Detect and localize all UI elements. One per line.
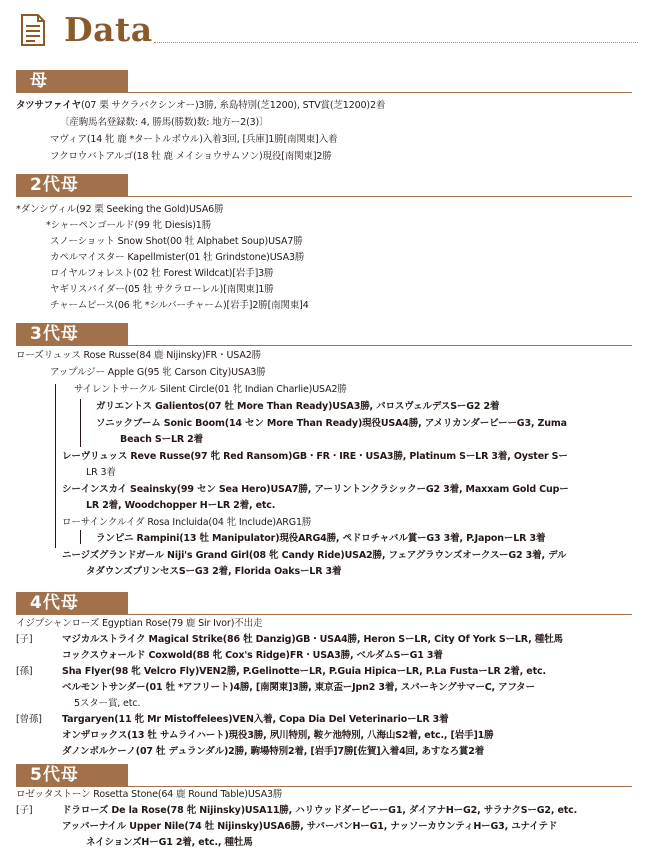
section-header-5th-dam: [16, 764, 632, 787]
progeny-line: ソニックブーム Sonic Boom(14 セン More Than Ready)現役USA4勝, アメリカンダービーーG3, Zuma: [96, 418, 567, 429]
progeny-line: ヤギリスパイダー(05 牡 サクラローレル)[南関東]1勝: [50, 284, 274, 295]
progeny-line: *シャーペンゴールド(99 牝 Diesis)1勝: [46, 220, 212, 231]
progeny-line-cont: タダウンズプリンセスSーG3 2着, Florida OaksーLR 3着: [86, 566, 342, 577]
section-label: 4代母: [16, 592, 128, 614]
progeny-line: ベルモントサンダー(01 牡 *アフリート)4勝, [南関東]3勝, 東京盃ーJpn2 3着, スパーキングサマーC, アフター: [62, 682, 535, 693]
document-icon: [20, 14, 46, 46]
progeny-line: レーヴリュッス Reve Russe(97 牝 Red Ransom)GB・FR・IRE・USA3勝, Platinum SーLR 3着, Oyster Sー: [62, 451, 568, 462]
progeny-line: カペルマイスター Kapellmister(01 牡 Grindstone)USA3勝: [50, 252, 305, 263]
progeny-summary: 〔産駒馬名登録数: 4, 勝馬(勝数)数: 地方ー2(3)〕: [60, 117, 269, 128]
dam-line: イジプシャンローズ Egyptian Rose(79 鹿 Sir Ivor)不出走: [16, 618, 263, 629]
progeny-line: Targaryen(11 牝 Mr Mistoffelees)VEN入着, Copa Dia Del VeterinarioーLR 3着: [62, 714, 449, 725]
generation-tag: [孫]: [16, 666, 33, 677]
progeny-line: マヴィア(14 牝 鹿 *タートルボウル)入着3回, [兵庫]1勝[南関東]入着: [50, 134, 338, 145]
tree-connector: [80, 399, 81, 447]
page-title: Data: [64, 10, 153, 49]
generation-tag: [曾孫]: [16, 714, 42, 725]
generation-tag: [子]: [16, 805, 33, 816]
title-divider: [154, 42, 638, 43]
progeny-line: ランピニ Rampini(13 牡 Manipulator)現役ARG4勝, ペドロチャバル賞ーG3 3着, P.JaponーLR 3着: [96, 533, 546, 544]
section-header-2nd-dam: [16, 174, 632, 197]
dam-line: ローズリュッス Rose Russe(84 鹿 Nijinsky)FR・USA2勝: [16, 350, 261, 361]
progeny-line: ガリエントス Galientos(07 牡 More Than Ready)USA3勝, パロスヴェルデスSーG2 2着: [96, 401, 500, 412]
progeny-line: アップルジー Apple G(95 牝 Carson City)USA3勝: [50, 367, 266, 378]
section-header-4th-dam: [16, 592, 632, 615]
progeny-line-cont: 5スター賞, etc.: [74, 698, 141, 709]
progeny-line: オンザロックス(13 牡 サムライハート)現役3勝, 夙川特別, 鞍ケ池特別, 八海山S2着, etc., [岩手]1勝: [62, 730, 494, 741]
generation-tag: [子]: [16, 634, 33, 645]
horse-name: タツサファイヤ: [16, 100, 81, 111]
section-header-dam: [16, 70, 632, 93]
record-text: (07 栗 サクラバクシンオー)3勝, 糸島特別(芝1200), STV賞(芝1200)2着: [80, 100, 386, 111]
tree-connector: [80, 530, 81, 544]
dam-line: [16, 100, 385, 112]
progeny-line-cont: LR 3着: [86, 467, 116, 478]
progeny-line-cont: ネイションズHーG1 2着, etc., 種牡馬: [86, 837, 253, 848]
section-header-3rd-dam: [16, 323, 632, 346]
section-label: 2代母: [16, 174, 128, 196]
progeny-line: マジカルストライク Magical Strike(86 牡 Danzig)GB・USA4勝, Heron SーLR, City Of York SーLR, 種牡馬: [62, 634, 563, 645]
progeny-line: ドラローズ De la Rose(78 牝 Nijinsky)USA11勝, ハリウッドダービーーG1, ダイアナHーG2, サラナクSーG2, etc.: [62, 805, 578, 816]
dam-line: *ダンシヴィル(92 栗 Seeking the Gold)USA6勝: [16, 204, 224, 215]
progeny-line: ローサインクルイダ Rosa Incluida(04 牝 Include)ARG1勝: [62, 517, 312, 528]
tree-connector: [55, 384, 56, 548]
progeny-line: サイレントサークル Silent Circle(01 牝 Indian Charlie)USA2勝: [74, 384, 347, 395]
dam-line: ロゼッタストーン Rosetta Stone(64 鹿 Round Table)USA3勝: [16, 789, 283, 800]
progeny-line-cont: LR 2着, Woodchopper HーLR 2着, etc.: [86, 500, 276, 511]
progeny-line: コックスウォールド Coxwold(88 牝 Cox's Ridge)FR・USA3勝, ベルダムSーG1 3着: [62, 650, 443, 661]
progeny-line: シーインスカイ Seainsky(99 セン Sea Hero)USA7勝, アーリントンクラシックーG2 3着, Maxxam Gold Cupー: [62, 484, 569, 495]
progeny-line: ダノンボルケーノ(07 牡 デュランダル)2勝, 駒場特別2着, [岩手]7勝[佐賀]入着4回, あすなろ賞2着: [62, 746, 485, 757]
progeny-line: アッパーナイル Upper Nile(74 牡 Nijinsky)USA6勝, サバーバンHーG1, ナッソーカウンティHーG3, ユナイテド: [62, 821, 558, 832]
progeny-line: スノーショット Snow Shot(00 牡 Alphabet Soup)USA7勝: [50, 236, 303, 247]
progeny-line: ニージズグランドガール Niji's Grand Girl(08 牝 Candy Ride)USA2勝, フェアグラウンズオークスーG2 3着, デル: [62, 550, 567, 561]
progeny-line: ロイヤルフォレスト(02 牡 Forest Wildcat)[岩手]3勝: [50, 268, 274, 279]
page-header: [6, 10, 642, 56]
progeny-line: チャームピース(06 牝 *シルバーチャーム)[岩手]2勝[南関東]4: [50, 300, 309, 311]
section-label: 5代母: [16, 764, 128, 786]
section-label: 母: [16, 70, 128, 92]
progeny-line: Sha Flyer(98 牝 Velcro Fly)VEN2勝, P.GelinotteーLR, P.Guia HipicaーLR, P.La FustaーLR 2着, etc.: [62, 666, 546, 677]
section-label: 3代母: [16, 323, 128, 345]
progeny-line-cont: Beach SーLR 2着: [120, 434, 203, 445]
progeny-line: フクロウバトアルゴ(18 牡 鹿 メイショウサムソン)現役[南関東]2勝: [50, 151, 332, 162]
